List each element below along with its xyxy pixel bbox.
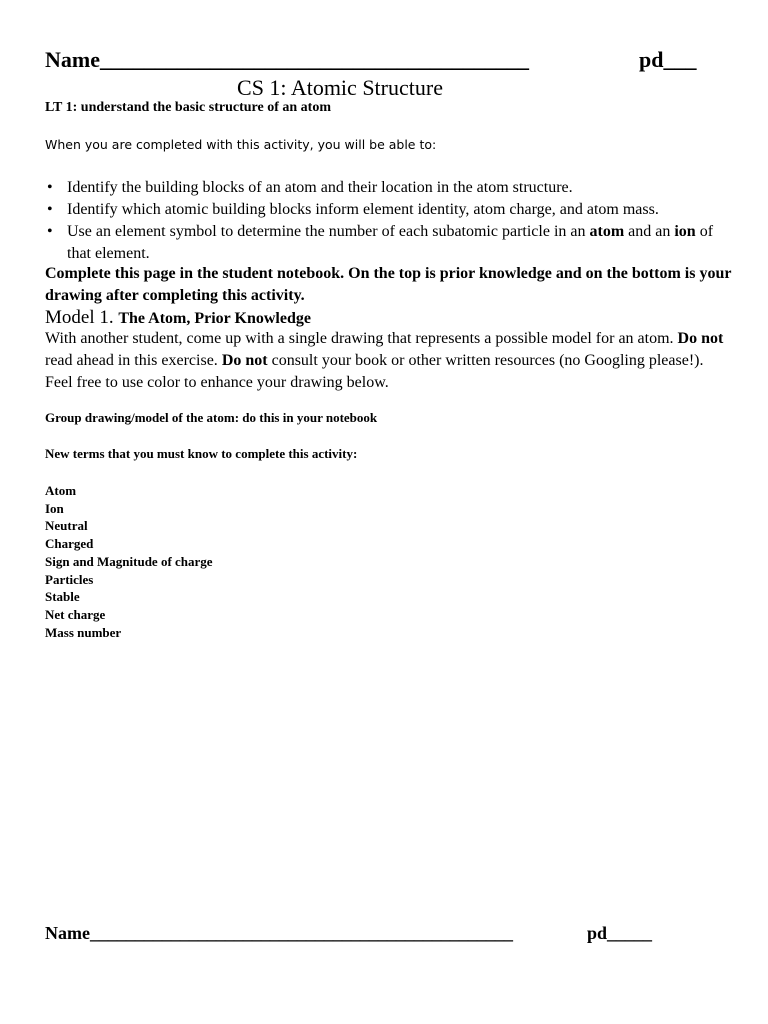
model-label: Model 1 [45, 307, 109, 328]
do-not-emphasis: Do not [677, 330, 724, 347]
term-item: Charged [45, 536, 94, 552]
footer-period-field[interactable] [587, 923, 652, 944]
objective-bold-term: ion [674, 223, 696, 240]
footer-pd-label: pd [587, 923, 608, 943]
new-terms-heading: New terms that you must know to complete this activity: [45, 446, 358, 461]
term-item: Sign and Magnitude of charge [45, 553, 213, 569]
term-item: Ion [45, 500, 64, 516]
term-item: Net charge [45, 606, 106, 622]
model-subtitle: The Atom, Prior Knowledge [118, 310, 311, 327]
page-title: CS 1: Atomic Structure [237, 75, 443, 100]
intro-text: When you are completed with this activity, you will be able to: [45, 137, 437, 152]
objective-text-part: and an [624, 223, 675, 240]
objective-item [45, 199, 735, 221]
name-blank[interactable]: _______________________________________ [99, 47, 529, 72]
objectives-list [45, 177, 735, 265]
term-item: Neutral [45, 518, 88, 534]
bullet-icon: • [47, 179, 53, 196]
name-field[interactable] [45, 47, 529, 73]
footer-name-field[interactable] [45, 923, 513, 944]
term-item: Stable [45, 589, 80, 605]
objective-text-part: Use an element symbol to determine the number of each subatomic particle in an [67, 223, 590, 240]
objective-text: Identify which atomic building blocks inform element identity, atom charge, and atom mass. [67, 201, 659, 218]
name-label: Name [45, 47, 100, 72]
term-item: Particles [45, 571, 94, 587]
model-text-part: With another student, come up with a single drawing that represents a possible model for an atom. [45, 330, 678, 347]
do-not-emphasis: Do not [221, 352, 268, 369]
bullet-icon: • [47, 201, 53, 218]
pd-blank[interactable]: ___ [663, 47, 697, 72]
objective-item [45, 177, 735, 199]
term-item: Atom [45, 483, 77, 498]
objective-bold-term: atom [589, 223, 625, 240]
learning-target: LT 1: understand the basic structure of an atom [45, 100, 331, 115]
model-text-part: consult your book or other written resources (no Googling please!). Feel free to use color to enhance your drawing below. [45, 352, 704, 391]
footer-name-blank[interactable]: _______________________________________________ [89, 923, 513, 943]
objective-item [45, 221, 735, 265]
bullet-icon: • [47, 223, 53, 240]
footer-pd-blank[interactable]: _____ [607, 923, 653, 943]
model-instructions [45, 328, 735, 394]
model-text-part: read ahead in this exercise. [45, 352, 222, 369]
terms-list [45, 482, 213, 641]
model-heading [45, 307, 311, 329]
objective-text: Identify the building blocks of an atom and their location in the atom structure. [67, 179, 573, 196]
footer-name-label: Name [45, 923, 90, 943]
period-field[interactable] [639, 47, 696, 73]
term-item: Mass number [45, 624, 122, 640]
pd-label: pd [639, 47, 664, 72]
objective-text-part: of that element. [67, 223, 714, 262]
group-drawing-prompt: Group drawing/model of the atom: do this in your notebook [45, 410, 378, 425]
model-period: . [108, 307, 114, 328]
notebook-instructions: Complete this page in the student notebook. On the top is prior knowledge and on the bottom is your drawing after completing this activity. [45, 265, 732, 304]
